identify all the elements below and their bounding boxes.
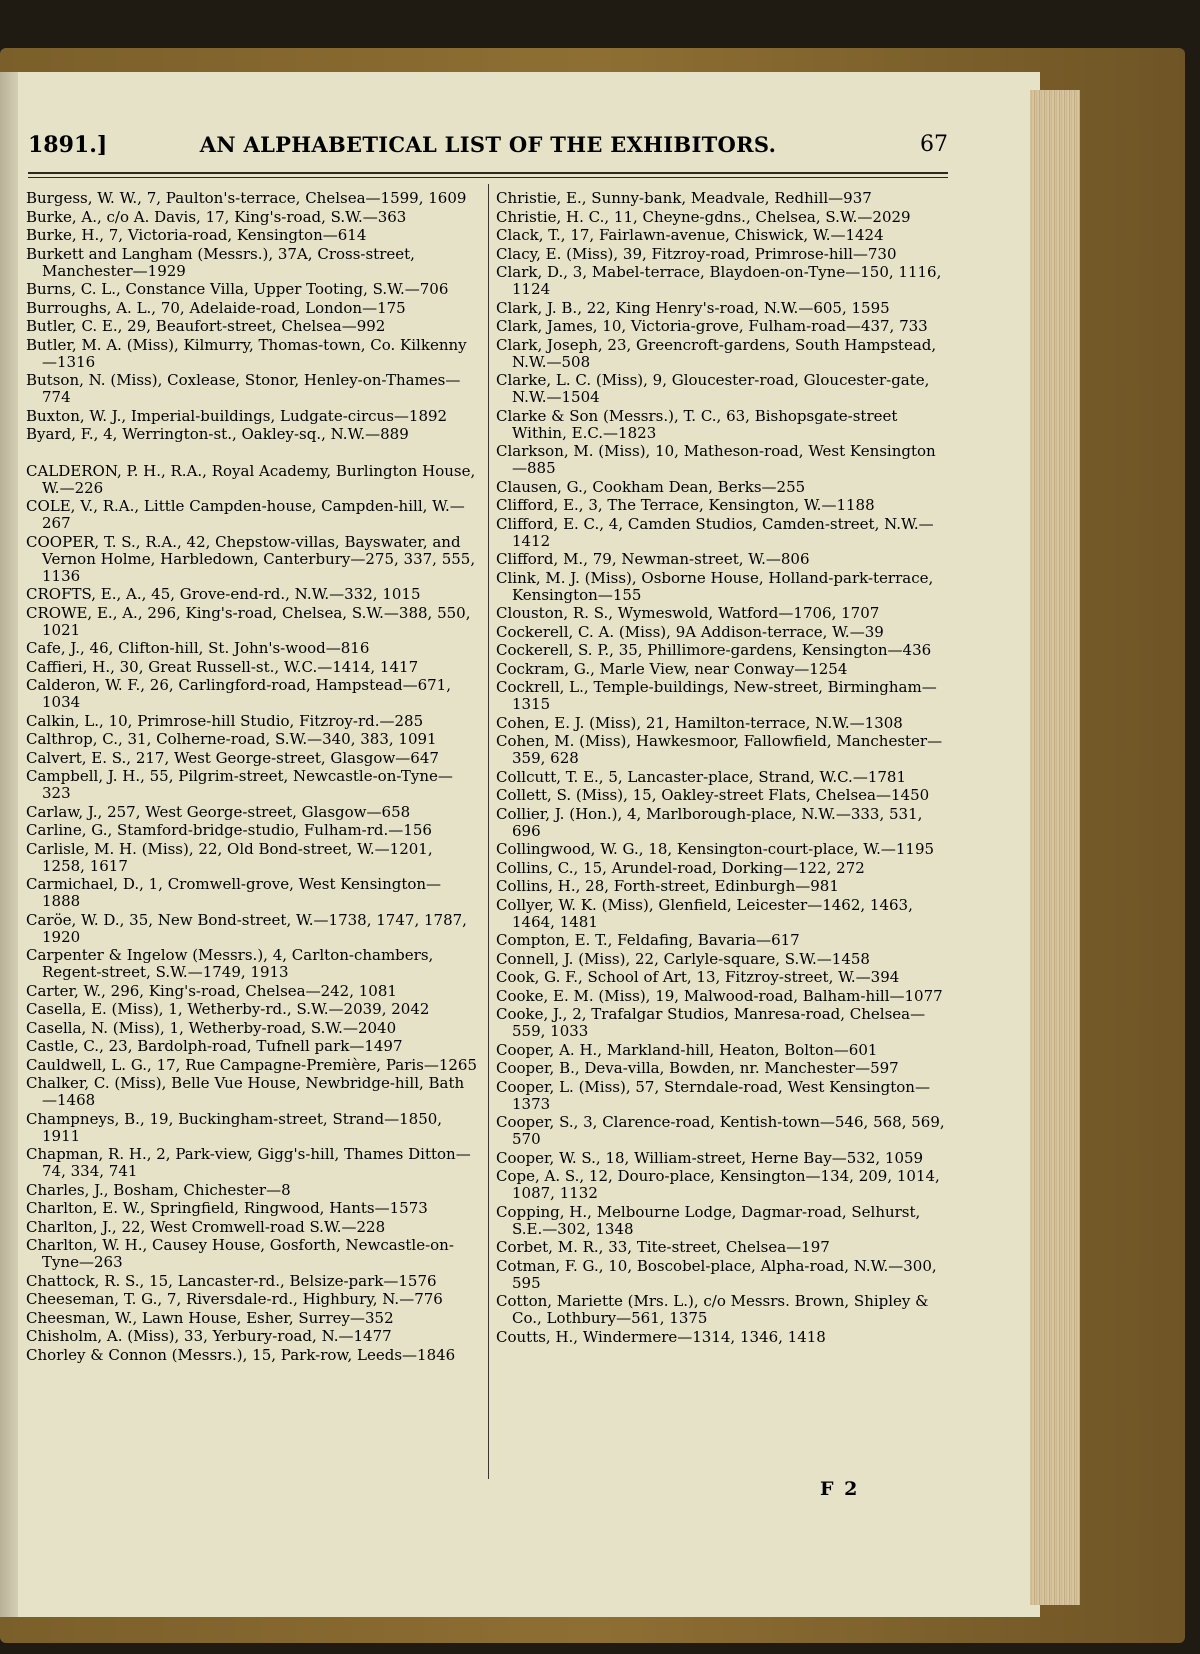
list-item: Clink, M. J. (Miss), Osborne House, Holland-park-terrace, Kensington—155 [496,568,934,604]
list-item: COLE, V., R.A., Little Campden-house, Campden-hill, W.—267 [26,497,465,532]
list-item: Casella, N. (Miss), 1, Wetherby-road, S.W.—2040 [26,1018,397,1037]
list-item: Clifford, M., 79, Newman-street, W.—806 [496,550,810,568]
list-item: Clausen, G., Cookham Dean, Berks—255 [496,477,806,496]
list-item: Carter, W., 296, King's-road, Chelsea—242, 1081 [26,981,397,1000]
list-item: Christie, H. C., 11, Cheyne-gdns., Chelsea, S.W.—2029 [496,207,911,226]
list-item: Cooper, S., 3, Clarence-road, Kentish-town—546, 568, 569, 570 [496,1113,945,1148]
list-item: CROWE, E., A., 296, King's-road, Chelsea, S.W.—388, 550, 1021 [26,603,471,639]
column-divider [488,184,489,1479]
list-item: Caffieri, H., 30, Great Russell-st., W.C.—1414, 1417 [26,657,419,676]
list-item: Charlton, E. W., Springfield, Ringwood, Hants—1573 [26,1199,428,1217]
list-item: Burns, C. L., Constance Villa, Upper Tooting, S.W.—706 [26,280,449,298]
list-item: Collyer, W. K. (Miss), Glenfield, Leicester—1462, 1463, 1464, 1481 [496,895,913,931]
list-item: Cotman, F. G., 10, Boscobel-place, Alpha-road, N.W.—300, 595 [496,1256,937,1292]
header-title: AN ALPHABETICAL LIST OF THE EXHIBITORS. [199,132,777,157]
list-item: Clifford, E., 3, The Terrace, Kensington, W.—1188 [496,496,875,514]
list-item: CALDERON, P. H., R.A., Royal Academy, Burlington House, W.—226 [26,461,476,497]
list-item: Caröe, W. D., 35, New Bond-street, W.—1738, 1747, 1787, 1920 [26,910,467,946]
list-item: Cooper, W. S., 18, William-street, Herne Bay—532, 1059 [496,1148,924,1167]
list-item: Collingwood, W. G., 18, Kensington-court-place, W.—1195 [496,840,935,858]
list-item: Cheeseman, T. G., 7, Riversdale-rd., Highbury, N.—776 [26,1290,443,1308]
page-gutter [0,72,18,1617]
list-item: Christie, E., Sunny-bank, Meadvale, Redhill—937 [496,189,872,207]
list-item: Burke, A., c/o A. Davis, 17, King's-road, S.W.—363 [26,207,407,226]
list-item: Carpenter & Ingelow (Messrs.), 4, Carlton-chambers, Regent-street, S.W.—1749, 1913 [26,946,434,981]
header-rule-thin [28,177,948,178]
list-item: Collier, J. (Hon.), 4, Marlborough-place, N.W.—333, 531, 696 [496,804,923,840]
list-item: Copping, H., Melbourne Lodge, Dagmar-road, Selhurst, S.E.—302, 1348 [496,1202,921,1238]
list-item: CROFTS, E., A., 45, Grove-end-rd., N.W.—332, 1015 [26,585,421,603]
list-item: Connell, J. (Miss), 22, Carlyle-square, S.W.—1458 [496,949,870,968]
list-item: Clarke, L. C. (Miss), 9, Gloucester-road, Gloucester-gate, N.W.—1504 [496,371,930,406]
list-item: Clark, D., 3, Mabel-terrace, Blaydoen-on-Tyne—150, 1116, 1124 [496,263,942,298]
list-item: Chorley & Connon (Messrs.), 15, Park-row, Leeds—1846 [26,1345,456,1364]
list-item: Calkin, L., 10, Primrose-hill Studio, Fitzroy-rd.—285 [26,711,424,730]
list-item: Clarkson, M. (Miss), 10, Matheson-road, West Kensington—885 [496,442,936,477]
list-item: Collcutt, T. E., 5, Lancaster-place, Strand, W.C.—1781 [496,767,906,786]
list-item: Carlaw, J., 257, West George-street, Glasgow—658 [26,802,411,821]
list-item: Clarke & Son (Messrs.), T. C., 63, Bishopsgate-street Within, E.C.—1823 [496,406,898,442]
list-item: Buxton, W. J., Imperial-buildings, Ludgate-circus—1892 [26,406,448,425]
page-number: 67 [920,132,948,157]
list-item: Cockerell, S. P., 35, Phillimore-gardens, Kensington—436 [496,641,932,659]
list-item: Carmichael, D., 1, Cromwell-grove, West Kensington—1888 [26,875,442,910]
header-year: 1891.] [28,132,108,158]
list-item: Butler, C. E., 29, Beaufort-street, Chelsea—992 [26,317,386,335]
list-item: Charlton, J., 22, West Cromwell-road S.W.—228 [26,1217,386,1236]
list-item: Cohen, E. J. (Miss), 21, Hamilton-terrace, N.W.—1308 [496,713,903,732]
list-item: Cooke, E. M. (Miss), 19, Malwood-road, Balham-hill—1077 [496,986,943,1005]
list-item: Campbell, J. H., 55, Pilgrim-street, Newcastle-on-Tyne—323 [26,767,453,802]
list-item: Coutts, H., Windermere—1314, 1346, 1418 [496,1327,826,1346]
list-item: Champneys, B., 19, Buckingham-street, Strand—1850, 1911 [26,1109,443,1145]
list-item: COOPER, T. S., R.A., 42, Chepstow-villas, Bayswater, and Vernon Holme, Harbledown, Canterbury—275, 337, 555, 1136 [26,532,476,585]
right-column [496,190,948,1347]
list-item: Cope, A. S., 12, Douro-place, Kensington—134, 209, 1014, 1087, 1132 [496,1167,940,1202]
list-item: Clark, Joseph, 23, Greencroft-gardens, South Hampstead, N.W.—508 [496,335,937,371]
list-item: Cotton, Mariette (Mrs. L.), c/o Messrs. Brown, Shipley & Co., Lothbury—561, 1375 [496,1292,929,1327]
list-item: Cooke, J., 2, Trafalgar Studios, Manresa-road, Chelsea—559, 1033 [496,1005,926,1040]
list-item: Cooper, B., Deva-villa, Bowden, nr. Manchester—597 [496,1059,899,1077]
list-item: Butler, M. A. (Miss), Kilmurry, Thomas-town, Co. Kilkenny—1316 [26,335,467,371]
list-item: Cafe, J., 46, Clifton-hill, St. John's-wood—816 [26,639,370,657]
list-item: Castle, C., 23, Bardolph-road, Tufnell park—1497 [26,1037,403,1055]
list-item: Calvert, E. S., 217, West George-street, Glasgow—647 [26,748,439,767]
list-item: Cook, G. F., School of Art, 13, Fitzroy-street, W.—394 [496,968,900,986]
list-item: Compton, E. T., Feldafing, Bavaria—617 [496,931,800,949]
list-item: Carline, G., Stamford-bridge-studio, Fulham-rd.—156 [26,821,432,839]
list-item: Collins, H., 28, Forth-street, Edinburgh—981 [496,877,839,895]
list-item: Clark, J. B., 22, King Henry's-road, N.W.—605, 1595 [496,298,890,317]
list-item: Cohen, M. (Miss), Hawkesmoor, Fallowfield, Manchester—359, 628 [496,732,943,767]
list-item: Chalker, C. (Miss), Belle Vue House, Newbridge-hill, Bath—1468 [26,1074,465,1109]
list-item: Cauldwell, L. G., 17, Rue Campagne-Première, Paris—1265 [26,1055,478,1074]
list-item: Calthrop, C., 31, Colherne-road, S.W.—340, 383, 1091 [26,730,437,748]
list-item: Cockrell, L., Temple-buildings, New-street, Birmingham—1315 [496,678,937,713]
list-item: Cooper, A. H., Markland-hill, Heaton, Bolton—601 [496,1040,878,1059]
left-column [26,190,478,1365]
list-item: Chapman, R. H., 2, Park-view, Gigg's-hill, Thames Ditton—74, 334, 741 [26,1145,471,1180]
list-item: Collins, C., 15, Arundel-road, Dorking—122, 272 [496,858,865,877]
list-item: Chisholm, A. (Miss), 33, Yerbury-road, N.—1477 [26,1327,392,1345]
list-item: Burgess, W. W., 7, Paulton's-terrace, Chelsea—1599, 1609 [26,189,467,207]
page-edges [1030,90,1080,1605]
list-item: Charlton, W. H., Causey House, Gosforth, Newcastle-on-Tyne—263 [26,1236,454,1271]
header-rule [28,172,948,174]
list-item: Clark, James, 10, Victoria-grove, Fulham-road—437, 733 [496,317,928,335]
list-item: Clifford, E. C., 4, Camden Studios, Camden-street, N.W.—1412 [496,514,934,550]
list-item: Clack, T., 17, Fairlawn-avenue, Chiswick, W.—1424 [496,226,884,244]
list-item: Cockerell, C. A. (Miss), 9A Addison-terrace, W.—39 [496,622,884,641]
list-item: Cheesman, W., Lawn House, Esher, Surrey—352 [26,1308,394,1327]
list-item: Casella, E. (Miss), 1, Wetherby-rd., S.W.—2039, 2042 [26,1000,430,1018]
signature-mark: F 2 [820,1478,860,1500]
list-item: Calderon, W. F., 26, Carlingford-road, Hampstead—671, 1034 [26,676,451,711]
list-item: Charles, J., Bosham, Chichester—8 [26,1180,291,1199]
list-item: Carlisle, M. H. (Miss), 22, Old Bond-street, W.—1201, 1258, 1617 [26,839,433,875]
list-item: Burkett and Langham (Messrs.), 37A, Cross-street, Manchester—1929 [26,244,415,280]
list-item: Cooper, L. (Miss), 57, Sterndale-road, West Kensington—1373 [496,1077,930,1113]
section-gap [26,445,478,463]
list-item: Collett, S. (Miss), 15, Oakley-street Flats, Chelsea—1450 [496,786,930,804]
list-item: Burroughs, A. L., 70, Adelaide-road, London—175 [26,298,406,317]
list-item: Corbet, M. R., 33, Tite-street, Chelsea—197 [496,1238,830,1256]
list-item: Cockram, G., Marle View, near Conway—1254 [496,659,848,678]
running-header [28,132,948,172]
list-item: Chattock, R. S., 15, Lancaster-rd., Belsize-park—1576 [26,1271,437,1290]
list-item: Butson, N. (Miss), Coxlease, Stonor, Henley-on-Thames—774 [26,371,461,406]
list-item: Clacy, E. (Miss), 39, Fitzroy-road, Primrose-hill—730 [496,244,897,263]
list-item: Byard, F., 4, Werrington-st., Oakley-sq., N.W.—889 [26,425,409,443]
list-item: Burke, H., 7, Victoria-road, Kensington—614 [26,226,367,244]
list-item: Clouston, R. S., Wymeswold, Watford—1706, 1707 [496,604,880,622]
